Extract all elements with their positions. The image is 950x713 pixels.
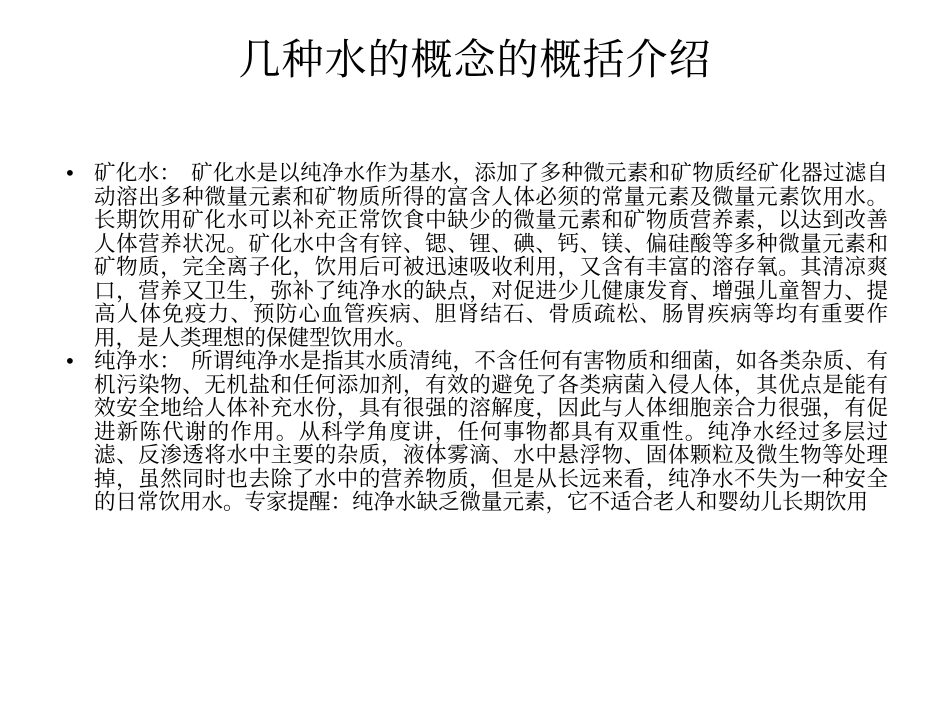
bullet-item-mineralized-water <box>60 162 888 350</box>
bullet-marker: • <box>64 161 76 185</box>
item-label: 矿化水： <box>94 161 182 186</box>
item-text: 矿化水是以纯净水作为基水，添加了多种微元素和矿物质经矿化器过滤自动溶出多种微量元素和矿物质所得的富含人体必须的常量元素及微量元素饮用水。长期饮用矿化水可以补充正常饮食中缺少的微量元素和矿物质营养素，以达到改善人体营养状况。矿化水中含有锌、锶、锂、碘、钙、镁、偏硅酸等多种微量元素和矿物质，完全离子化，饮用后可被迅速吸收利用，又含有丰富的溶存氧。其清凉爽口，营养又卫生，弥补了纯净水的缺点，对促进少儿健康发育、增强儿童智力、提高人体免疫力、预防心血管疾病、胆肾结石、骨质疏松、肠胃疾病等均有重要作用，是人类理想的保健型饮用水。 <box>94 161 888 351</box>
item-text: 所谓纯净水是指其水质清纯，不含任何有害物质和细菌，如各类杂质、有机污染物、无机盐和任何添加剂，有效的避免了各类病菌入侵人体，其优点是能有效安全地给人体补充水份，具有很强的溶解度，因此与人体细胞亲合力很强，有促进新陈代谢的作用。从科学角度讲，任何事物都具有双重性。纯净水经过多层过滤、反渗透将水中主要的杂质，液体雾滴、水中悬浮物、固体颗粒及微生物等处理掉，虽然同时也去除了水中的营养物质，但是从长远来看，纯净水不失为一种安全的日常饮用水。专家提醒：纯净水缺乏微量元素，它不适合老人和婴幼儿长期饮用 <box>94 349 888 515</box>
bullet-item-purified-water <box>60 350 888 515</box>
bullet-marker: • <box>64 349 76 373</box>
slide-title: 几种水的概念的概括介绍 <box>238 35 712 84</box>
item-label: 纯净水： <box>94 349 182 374</box>
bullet-list <box>60 162 888 515</box>
